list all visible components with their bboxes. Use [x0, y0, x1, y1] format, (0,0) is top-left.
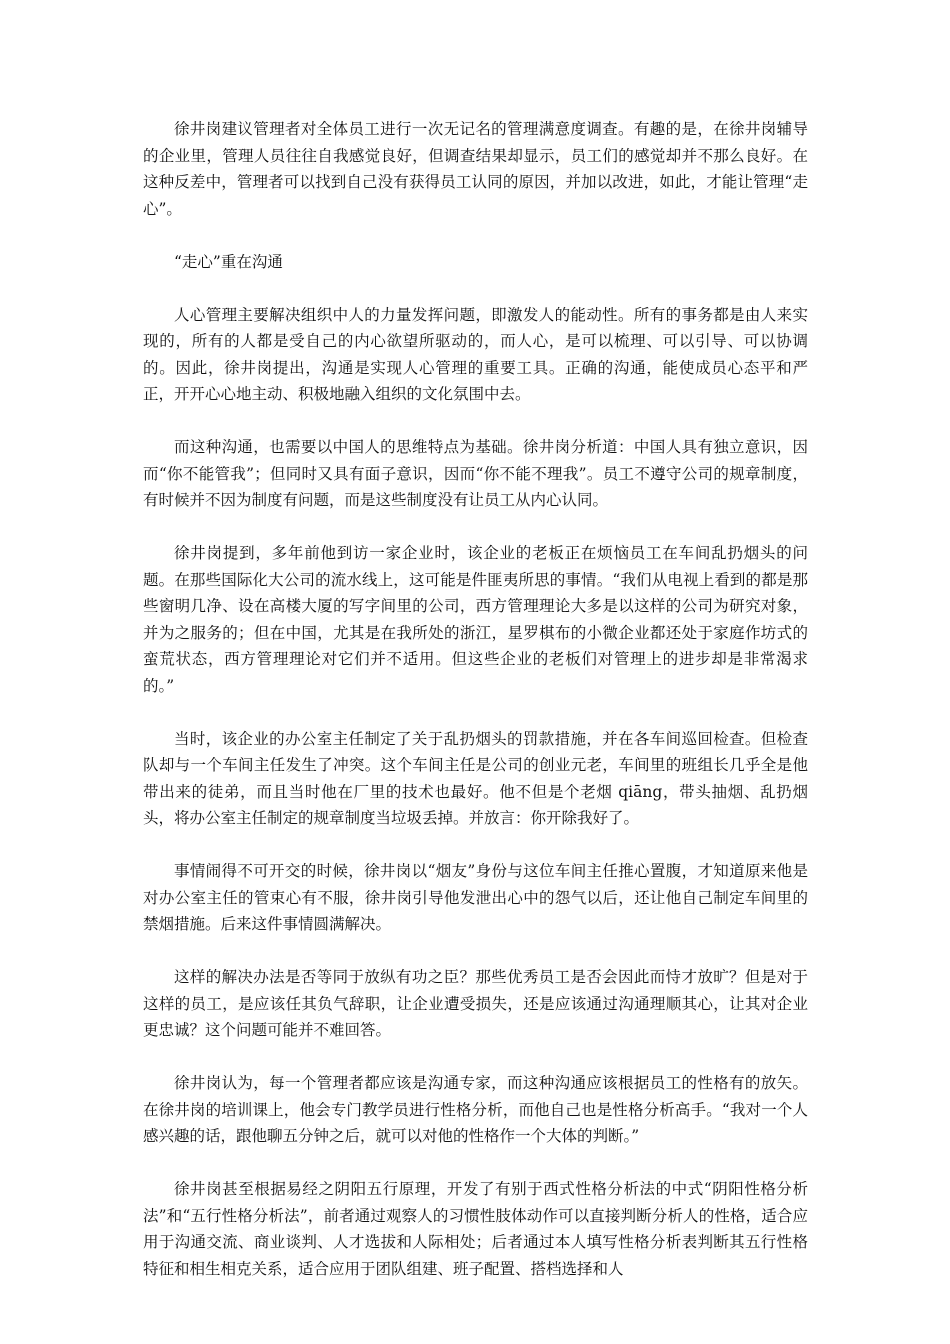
paragraph-people-management: 人心管理主要解决组织中人的力量发挥问题，即激发人的能动性。所有的事务都是由人来实现的，所有的人都是受自己的内心欲望所驱动的，而人心，是可以梳理、可以引导、可以协调的。因此，徐井岗提出，沟通是实现人心管理的重要工具。正确的沟通，能使成员心态平和严正，开开心心地主动、积极地融入组织的文化氛围中去。	[143, 305, 808, 403]
paragraph-survey: 徐井岗建议管理者对全体员工进行一次无记名的管理满意度调查。有趣的是，在徐井岗辅导的企业里，管理人员往往自我感觉良好，但调查结果却显示，员工们的感觉却并不那么良好。在这种反差中，管理者可以找到自己没有获得员工认同的原因，并加以改进，如此，才能让管理“走心”。	[143, 120, 808, 218]
paragraph-question: 这样的解决办法是否等同于放纵有功之臣？那些优秀员工是否会因此而恃才放旷？但是对于这样的员工，是应该任其负气辞职，让企业遭受损失，还是应该通过沟通理顺其心，让其对企业更忠诚？这个问题可能并不难回答。	[143, 968, 808, 1039]
paragraph-resolution: 事情闹得不可开交的时候，徐井岗以“烟友”身份与这位车间主任推心置腹，才知道原来他是对办公室主任的管束心有不服，徐井岗引导他发泄出心中的怨气以后，还让他自己制定车间里的禁烟措施。后来这件事情圆满解决。	[143, 862, 808, 933]
paragraph-chinese-thinking: 而这种沟通，也需要以中国人的思维特点为基础。徐井岗分析道：中国人具有独立意识，因而“你不能管我”；但同时又具有面子意识，因而“你不能不理我”。员工不遵守公司的规章制度，有时候并不因为制度有问题，而是这些制度没有让员工从内心认同。	[143, 438, 808, 509]
document-body	[143, 116, 808, 1309]
paragraph-cigarette-story: 徐井岗提到，多年前他到访一家企业时，该企业的老板正在烦恼员工在车间乱扔烟头的问题。在那些国际化大公司的流水线上，这可能是件匪夷所思的事情。“我们从电视上看到的都是那些窗明几净、设在高楼大厦的写字间里的公司，西方管理理论大多是以这样的公司为研究对象，并为之服务的；但在中国，尤其是在我所处的浙江，星罗棋布的小微企业都还处于家庭作坊式的蛮荒状态，西方管理理论对它们并不适用。但这些企业的老板们对管理上的进步却是非常渴求的。”	[143, 544, 808, 695]
paragraph-communication-expert: 徐井岗认为，每一个管理者都应该是沟通专家，而这种沟通应该根据员工的性格有的放矢。在徐井岗的培训课上，他会专门教学员进行性格分析，而他自己也是性格分析高手。“我对一个人感兴趣的话，跟他聊五分钟之后，就可以对他的性格作一个大体的判断。”	[143, 1074, 808, 1145]
section-heading-communication: “走心”重在沟通	[174, 252, 283, 271]
paragraph-personality-analysis: 徐井岗甚至根据易经之阴阳五行原理，开发了有别于西式性格分析法的中式“阴阳性格分析法”和“五行性格分析法”，前者通过观察人的习惯性肢体动作可以直接判断分析人的性格，适合应用于沟通交流、商业谈判、人才选拔和人际相处；后者通过本人填写性格分析表判断其五行性格特征和相生相克关系，适合应用于团队组建、班子配置、搭档选择和人	[143, 1180, 808, 1278]
paragraph-conflict: 当时，该企业的办公室主任制定了关于乱扔烟头的罚款措施，并在各车间巡回检查。但检查队却与一个车间主任发生了冲突。这个车间主任是公司的创业元老，车间里的班组长几乎全是他带出来的徒弟，而且当时他在厂里的技术也最好。他不但是个老烟 qiāng，带头抽烟、乱扔烟头，将办公室主任制定的规章制度当垃圾丢掉。并放言：你开除我好了。	[143, 729, 808, 827]
